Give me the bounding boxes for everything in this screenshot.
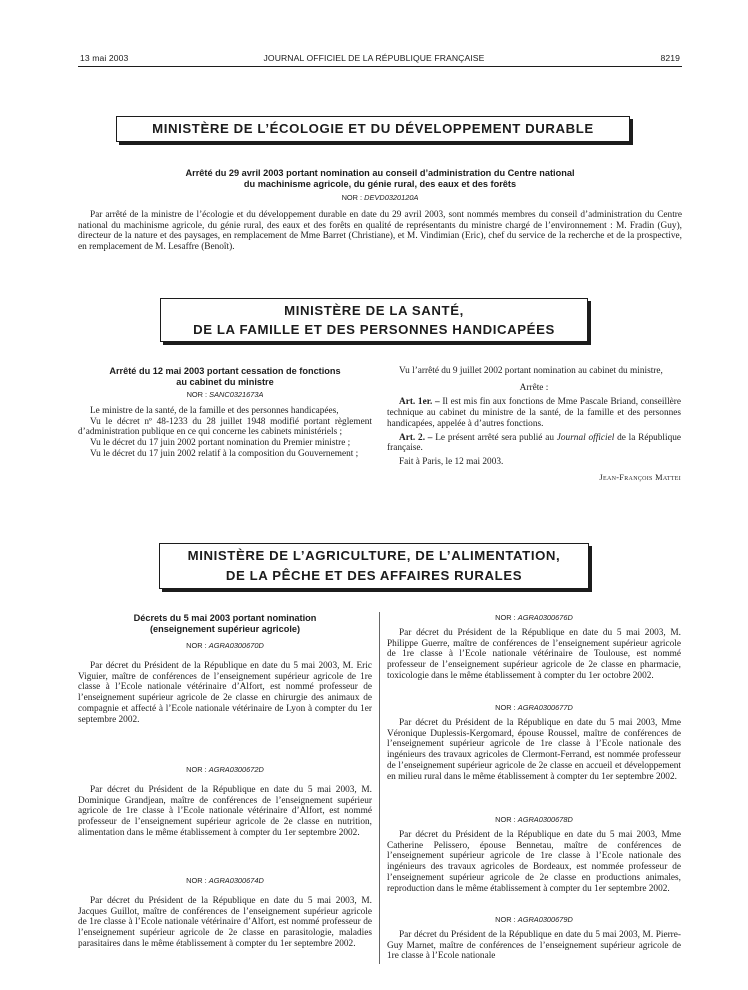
nor-agriculture: NOR : AGRA0300674D <box>186 876 264 885</box>
nor-agriculture: NOR : AGRA0300677D <box>495 703 573 712</box>
decree-title-sante: Arrêté du 12 mai 2003 portant cessation de fonctions au cabinet du ministre <box>109 366 341 387</box>
articles-sante <box>387 366 681 483</box>
arrete-label: Arrête : <box>519 382 549 393</box>
header-page-number: 8219 <box>660 53 680 63</box>
nor-ecologie: NOR : DEVD0320120A <box>341 193 419 202</box>
nor-agriculture: NOR : AGRA0300670D <box>186 641 264 650</box>
header-date: 13 mai 2003 <box>80 53 129 63</box>
decree-paragraph: Par décret du Président de la République en date du 5 mai 2003, Mme Catherine Pelissero, épouse Bennetau, maître de conférences de l’enseignement supérieur agricole de 1re classe à l’Ecole nationale des ingénieurs des travaux agricoles de Bordeaux, est nommée professeur de l’enseignement supérieur agricole de 2e classe en productions animales, reproduction dans le même établissement à compter du 1er septembre 2002. <box>387 830 681 894</box>
article-2: Art. 2. – Le présent arrêté sera publié au Journal officiel de la République française. <box>387 432 682 454</box>
header-rule <box>78 66 682 67</box>
header-journal-title: JOURNAL OFFICIEL DE LA RÉPUBLIQUE FRANÇAISE <box>263 53 485 63</box>
visa-paragraph: Vu le décret du 17 juin 2002 relatif à la composition du Gouvernement ; <box>90 448 359 459</box>
paragraph-ecologie: Par arrêté de la ministre de l’écologie et du développement durable en date du 29 avril 2003, sont nommés membres du conseil d’administration du Centre national du machinisme agricole, du génie rural, des eaux et des forêts en qualité de représentants du ministre chargé de l’environnement : M. Fradin (Guy), directeur de la nature et des paysages, en remplacement de Mme Barret (Christiane), et M. Vindimian (Eric), chef du service de la recherche et de la prospective, en remplacement de M. Lesaffre (Benoît). <box>78 210 682 253</box>
visa-paragraph: Le ministre de la santé, de la famille et des personnes handicapées, <box>90 406 339 416</box>
column-divider <box>379 612 380 964</box>
visa-paragraph: Vu le décret du 17 juin 2002 portant nomination du Premier ministre ; <box>90 438 351 449</box>
decree-paragraph: Par décret du Président de la République en date du 5 mai 2003, M. Jacques Guillot, maître de conférences de l’enseignement supérieur agricole de 1re classe à l’Ecole nationale vétérinaire d’Alfort, est nommé professeur de l’enseignement supérieur agricole de 2e classe en parasitologie, maladies parasitaires dans le même établissement à compter du 1er septembre 2002. <box>78 896 372 949</box>
nor-agriculture: NOR : AGRA0300679D <box>495 915 573 924</box>
decree-paragraph: Par décret du Président de la République en date du 5 mai 2003, Mme Véronique Duplessis-Kergomard, épouse Roussel, maître de conférences de l’enseignement supérieur agricole de 1re classe à l’Ecole nationale des ingénieurs des travaux agricoles de Clermont-Ferrand, est nommée professeur de l’enseignement supérieur agricole de 2e classe en accueil et développement en milieu rural dans le même établissement à compter du 1er septembre 2002. <box>387 718 681 782</box>
section-heading-agriculture: MINISTÈRE DE L’AGRICULTURE, DE L’ALIMENTATION, DE LA PÊCHE ET DES AFFAIRES RURALES <box>159 543 589 589</box>
decree-paragraph: Par décret du Président de la République en date du 5 mai 2003, M. Philippe Guerre, maître de conférences de l’enseignement supérieur agricole de 1re classe à l’Ecole nationale vétérinaire de Toulouse, est nommé professeur de l’enseignement supérieur agricole de 2e classe en pharmacie, toxicologie dans le même établissement à compter du 1er octobre 2002. <box>387 628 681 681</box>
nor-sante: NOR : SANC0321673A <box>186 390 264 399</box>
nor-agriculture: NOR : AGRA0300678D <box>495 815 573 824</box>
visa-paragraph: Vu l’arrêté du 9 juillet 2002 portant nomination au cabinet du ministre, <box>399 366 663 376</box>
section-heading-ecologie: MINISTÈRE DE L’ÉCOLOGIE ET DU DÉVELOPPEMENT DURABLE <box>116 116 630 142</box>
decree-title-agriculture: Décrets du 5 mai 2003 portant nomination (enseignement supérieur agricole) <box>133 613 317 634</box>
signature: Jean-François Mattei <box>599 472 681 482</box>
article-1: Art. 1er. – Il est mis fin aux fonctions de Mme Pascale Briand, conseillère technique au cabinet du ministre de la santé, de la famille et des personnes handicapées, appelée à d’autres fonctions. <box>387 397 682 429</box>
decree-paragraph: Par décret du Président de la République en date du 5 mai 2003, M. Pierre-Guy Marnet, maître de conférences de l’enseignement supérieur agricole de 1re classe à l’Ecole nationale <box>387 930 681 962</box>
decree-title-ecologie: Arrêté du 29 avril 2003 portant nomination au conseil d’administration du Centre national du machinisme agricole, du génie rural, des eaux et des forêts <box>185 168 575 189</box>
done-at: Fait à Paris, le 12 mai 2003. <box>399 456 504 467</box>
nor-agriculture: NOR : AGRA0300676D <box>495 613 573 622</box>
decree-paragraph: Par décret du Président de la République en date du 5 mai 2003, M. Eric Viguier, maître de conférences de l’enseignement supérieur agricole de 1re classe à l’Ecole nationale vétérinaire d’Alfort, est nommé professeur de l’enseignement supérieur agricole de 2e classe en chirurgie des animaux de compagnie et affecté à l’Ecole nationale vétérinaire de Lyon à compter du 1er septembre 2002. <box>78 661 372 725</box>
decree-paragraph: Par décret du Président de la République en date du 5 mai 2003, M. Dominique Grandjean, maître de conférences de l’enseignement supérieur agricole de 1re classe à l’Ecole nationale vétérinaire d’Alfort, est nommé professeur de l’enseignement supérieur agricole de 2e classe en nutrition, alimentation dans le même établissement à compter du 1er septembre 2002. <box>78 785 372 838</box>
section-heading-sante: MINISTÈRE DE LA SANTÉ, DE LA FAMILLE ET DES PERSONNES HANDICAPÉES <box>160 298 588 342</box>
visas-sante <box>78 406 372 460</box>
visa-paragraph: Vu le décret nº 48-1233 du 28 juillet 1948 modifié portant règlement d’administration publique en ce qui concerne les cabinets ministériels ; <box>78 416 372 438</box>
nor-agriculture: NOR : AGRA0300672D <box>186 765 264 774</box>
